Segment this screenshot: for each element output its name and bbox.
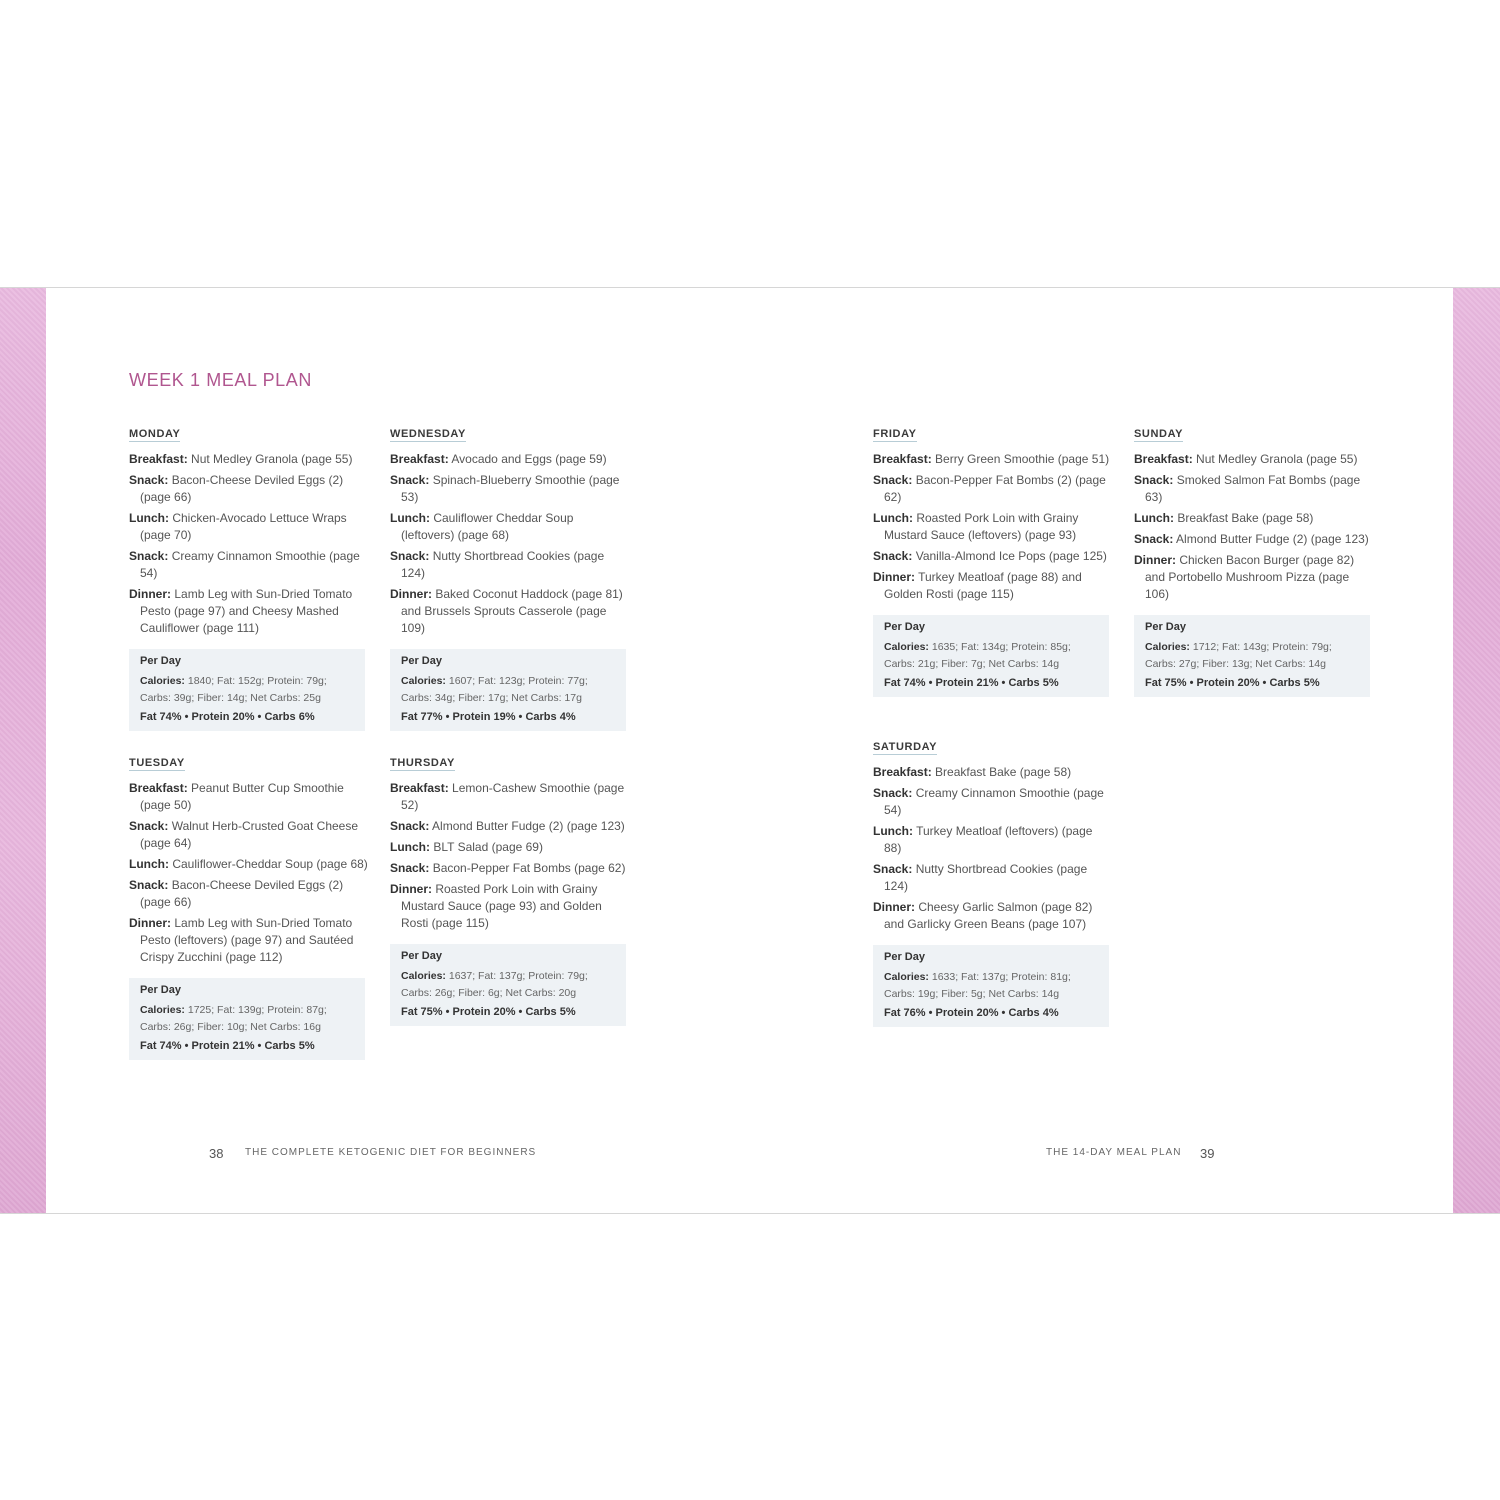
meal-label: Lunch:: [390, 840, 430, 854]
meal-label: Breakfast:: [873, 765, 932, 779]
meal-item: [129, 856, 369, 873]
meal-label: Breakfast:: [129, 781, 188, 795]
meal-label: Snack:: [873, 549, 913, 563]
meal-text: Turkey Meatloaf (page 88) and Golden Rosti (page 115): [884, 570, 1082, 601]
per-day-box: [129, 649, 365, 731]
meal-item: [129, 510, 369, 544]
per-day-box: [873, 945, 1109, 1027]
calories-text: 1725; Fat: 139g; Protein: 87g; Carbs: 26g; Fiber: 10g; Net Carbs: 16g: [140, 1004, 327, 1033]
day-heading: WEDNESDAY: [390, 428, 466, 440]
meal-text: Baked Coconut Haddock (page 81) and Brussels Sprouts Casserole (page 109): [401, 587, 623, 635]
meal-text: Chicken Bacon Burger (page 82) and Portobello Mushroom Pizza (page 106): [1145, 553, 1355, 601]
left-page-edge: [0, 288, 46, 1213]
meal-label: Snack:: [873, 862, 913, 876]
meal-item: [873, 451, 1113, 468]
meal-item: [1134, 472, 1374, 506]
meal-text: Lemon-Cashew Smoothie (page 52): [401, 781, 625, 812]
meal-label: Snack:: [129, 878, 169, 892]
meal-text: Nutty Shortbread Cookies (page 124): [884, 862, 1088, 893]
meal-label: Snack:: [129, 473, 169, 487]
meal-item: [873, 548, 1113, 565]
meal-item: [873, 823, 1113, 857]
per-day-nutrition: [140, 1002, 354, 1036]
meal-item: [873, 899, 1113, 933]
meal-text: Bacon-Cheese Deviled Eggs (2) (page 66): [140, 473, 344, 504]
calories-text: 1637; Fat: 137g; Protein: 79g; Carbs: 26g; Fiber: 6g; Net Carbs: 20g: [401, 970, 588, 999]
day-tuesday: [129, 753, 369, 1060]
per-day-macros: Fat 75% • Protein 20% • Carbs 5%: [401, 1006, 576, 1018]
meal-text: Almond Butter Fudge (2) (page 123): [1176, 532, 1369, 546]
meal-text: BLT Salad (page 69): [433, 840, 543, 854]
meal-item: [390, 472, 630, 506]
day-heading: MONDAY: [129, 428, 181, 440]
calories-text: 1635; Fat: 134g; Protein: 85g; Carbs: 21g; Fiber: 7g; Net Carbs: 14g: [884, 641, 1071, 670]
per-day-box: [390, 649, 626, 731]
meal-label: Snack:: [873, 473, 913, 487]
meal-text: Cauliflower-Cheddar Soup (page 68): [172, 857, 368, 871]
per-day-macros: Fat 76% • Protein 20% • Carbs 4%: [884, 1007, 1059, 1019]
meal-label: Dinner:: [129, 587, 171, 601]
left-running-footer: THE COMPLETE KETOGENIC DIET FOR BEGINNERS: [245, 1147, 537, 1158]
calories-text: 1712; Fat: 143g; Protein: 79g; Carbs: 27g; Fiber: 13g; Net Carbs: 14g: [1145, 641, 1332, 670]
meal-text: Creamy Cinnamon Smoothie (page 54): [140, 549, 360, 580]
meal-label: Dinner:: [390, 882, 432, 896]
right-running-footer: THE 14-DAY MEAL PLAN: [1046, 1147, 1182, 1158]
per-day-nutrition: [884, 639, 1098, 673]
meal-item: [1134, 531, 1374, 548]
per-day-title: Per Day: [1145, 621, 1186, 633]
meal-item: [1134, 552, 1374, 603]
meal-item: [129, 548, 369, 582]
per-day-box: [1134, 615, 1370, 697]
meal-text: Nut Medley Granola (page 55): [191, 452, 353, 466]
meal-label: Snack:: [1134, 532, 1174, 546]
meal-item: [390, 510, 630, 544]
per-day-box: [129, 978, 365, 1060]
meal-label: Dinner:: [1134, 553, 1176, 567]
per-day-macros: Fat 77% • Protein 19% • Carbs 4%: [401, 711, 576, 723]
meal-item: [129, 818, 369, 852]
calories-text: 1607; Fat: 123g; Protein: 77g; Carbs: 34g; Fiber: 17g; Net Carbs: 17g: [401, 675, 588, 704]
per-day-title: Per Day: [401, 950, 442, 962]
day-monday: [129, 424, 369, 731]
right-page-number: 39: [1200, 1146, 1215, 1161]
per-day-macros: Fat 74% • Protein 21% • Carbs 5%: [884, 677, 1059, 689]
meal-label: Breakfast:: [873, 452, 932, 466]
meal-text: Berry Green Smoothie (page 51): [935, 452, 1110, 466]
calories-label: Calories:: [140, 1004, 185, 1016]
meal-label: Snack:: [390, 549, 430, 563]
meal-text: Walnut Herb-Crusted Goat Cheese (page 64): [140, 819, 359, 850]
meal-label: Lunch:: [1134, 511, 1174, 525]
meal-text: Roasted Pork Loin with Grainy Mustard Sauce (leftovers) (page 93): [884, 511, 1079, 542]
meal-item: [873, 472, 1113, 506]
calories-text: 1840; Fat: 152g; Protein: 79g; Carbs: 39g; Fiber: 14g; Net Carbs: 25g: [140, 675, 327, 704]
meal-label: Lunch:: [129, 511, 169, 525]
meal-item: [129, 472, 369, 506]
meal-label: Lunch:: [390, 511, 430, 525]
meal-text: Vanilla-Almond Ice Pops (page 125): [915, 549, 1107, 563]
calories-label: Calories:: [884, 641, 929, 653]
meal-item: [390, 586, 630, 637]
meal-item: [129, 451, 369, 468]
meal-text: Nutty Shortbread Cookies (page 124): [401, 549, 605, 580]
meal-label: Dinner:: [873, 900, 915, 914]
meal-item: [129, 586, 369, 637]
meal-label: Snack:: [129, 549, 169, 563]
day-heading: THURSDAY: [390, 757, 455, 769]
per-day-title: Per Day: [884, 951, 925, 963]
meal-item: [873, 785, 1113, 819]
meal-label: Dinner:: [390, 587, 432, 601]
day-heading: SATURDAY: [873, 741, 938, 753]
meal-label: Breakfast:: [1134, 452, 1193, 466]
meal-text: Breakfast Bake (page 58): [935, 765, 1072, 779]
per-day-nutrition: [140, 673, 354, 707]
meal-label: Snack:: [1134, 473, 1174, 487]
meal-text: Smoked Salmon Fat Bombs (page 63): [1145, 473, 1361, 504]
meal-item: [873, 764, 1113, 781]
meal-label: Snack:: [390, 473, 430, 487]
meal-text: Breakfast Bake (page 58): [1177, 511, 1314, 525]
meal-item: [390, 839, 630, 856]
meal-item: [390, 548, 630, 582]
day-heading: SUNDAY: [1134, 428, 1184, 440]
calories-label: Calories:: [1145, 641, 1190, 653]
per-day-nutrition: [1145, 639, 1359, 673]
per-day-macros: Fat 74% • Protein 20% • Carbs 6%: [140, 711, 315, 723]
per-day-macros: Fat 75% • Protein 20% • Carbs 5%: [1145, 677, 1320, 689]
meal-item: [1134, 510, 1374, 527]
meal-text: Spinach-Blueberry Smoothie (page 53): [401, 473, 620, 504]
meal-text: Bacon-Pepper Fat Bombs (page 62): [432, 861, 626, 875]
meal-label: Lunch:: [873, 824, 913, 838]
meal-item: [873, 861, 1113, 895]
meal-item: [390, 860, 630, 877]
meal-label: Breakfast:: [390, 452, 449, 466]
calories-label: Calories:: [401, 675, 446, 687]
per-day-box: [873, 615, 1109, 697]
day-heading: FRIDAY: [873, 428, 917, 440]
meal-label: Breakfast:: [129, 452, 188, 466]
day-sunday: [1134, 424, 1374, 697]
day-friday: [873, 424, 1113, 697]
meal-item: [390, 780, 630, 814]
meal-item: [129, 877, 369, 911]
day-thursday: [390, 753, 630, 1026]
day-wednesday: [390, 424, 630, 731]
meal-text: Almond Butter Fudge (2) (page 123): [432, 819, 625, 833]
meal-text: Creamy Cinnamon Smoothie (page 54): [884, 786, 1104, 817]
meal-label: Lunch:: [129, 857, 169, 871]
left-page-number: 38: [209, 1146, 224, 1161]
meal-text: Cheesy Garlic Salmon (page 82) and Garlicky Green Beans (page 107): [884, 900, 1093, 931]
page-title: WEEK 1 MEAL PLAN: [129, 370, 312, 390]
meal-item: [390, 881, 630, 932]
meal-text: Lamb Leg with Sun-Dried Tomato Pesto (page 97) and Cheesy Mashed Cauliflower (page 111): [140, 587, 353, 635]
meal-label: Dinner:: [873, 570, 915, 584]
meal-text: Roasted Pork Loin with Grainy Mustard Sauce (page 93) and Golden Rosti (page 115): [401, 882, 602, 930]
calories-label: Calories:: [140, 675, 185, 687]
per-day-box: [390, 944, 626, 1026]
per-day-title: Per Day: [884, 621, 925, 633]
meal-text: Nut Medley Granola (page 55): [1196, 452, 1358, 466]
per-day-nutrition: [884, 969, 1098, 1003]
meal-label: Snack:: [873, 786, 913, 800]
meal-item: [390, 451, 630, 468]
meal-text: Cauliflower Cheddar Soup (leftovers) (page 68): [401, 511, 574, 542]
calories-label: Calories:: [401, 970, 446, 982]
meal-item: [873, 569, 1113, 603]
meal-item: [390, 818, 630, 835]
meal-label: Snack:: [129, 819, 169, 833]
per-day-nutrition: [401, 968, 615, 1002]
meal-text: Bacon-Cheese Deviled Eggs (2) (page 66): [140, 878, 344, 909]
per-day-title: Per Day: [401, 655, 442, 667]
meal-text: Peanut Butter Cup Smoothie (page 50): [140, 781, 344, 812]
calories-text: 1633; Fat: 137g; Protein: 81g; Carbs: 19g; Fiber: 5g; Net Carbs: 14g: [884, 971, 1071, 1000]
calories-label: Calories:: [884, 971, 929, 983]
meal-item: [1134, 451, 1374, 468]
meal-item: [873, 510, 1113, 544]
meal-label: Breakfast:: [390, 781, 449, 795]
meal-label: Lunch:: [873, 511, 913, 525]
meal-text: Chicken-Avocado Lettuce Wraps (page 70): [140, 511, 347, 542]
right-page-edge: [1453, 288, 1500, 1213]
meal-label: Snack:: [390, 861, 430, 875]
meal-text: Lamb Leg with Sun-Dried Tomato Pesto (leftovers) (page 97) and Sautéed Crispy Zucchini (page 112): [140, 916, 354, 964]
per-day-nutrition: [401, 673, 615, 707]
meal-text: Turkey Meatloaf (leftovers) (page 88): [884, 824, 1093, 855]
meal-item: [129, 780, 369, 814]
per-day-title: Per Day: [140, 655, 181, 667]
day-saturday: [873, 737, 1113, 1027]
meal-label: Snack:: [390, 819, 430, 833]
meal-item: [129, 915, 369, 966]
meal-text: Bacon-Pepper Fat Bombs (2) (page 62): [884, 473, 1106, 504]
meal-text: Avocado and Eggs (page 59): [451, 452, 607, 466]
day-heading: TUESDAY: [129, 757, 185, 769]
per-day-macros: Fat 74% • Protein 21% • Carbs 5%: [140, 1040, 315, 1052]
meal-label: Dinner:: [129, 916, 171, 930]
per-day-title: Per Day: [140, 984, 181, 996]
